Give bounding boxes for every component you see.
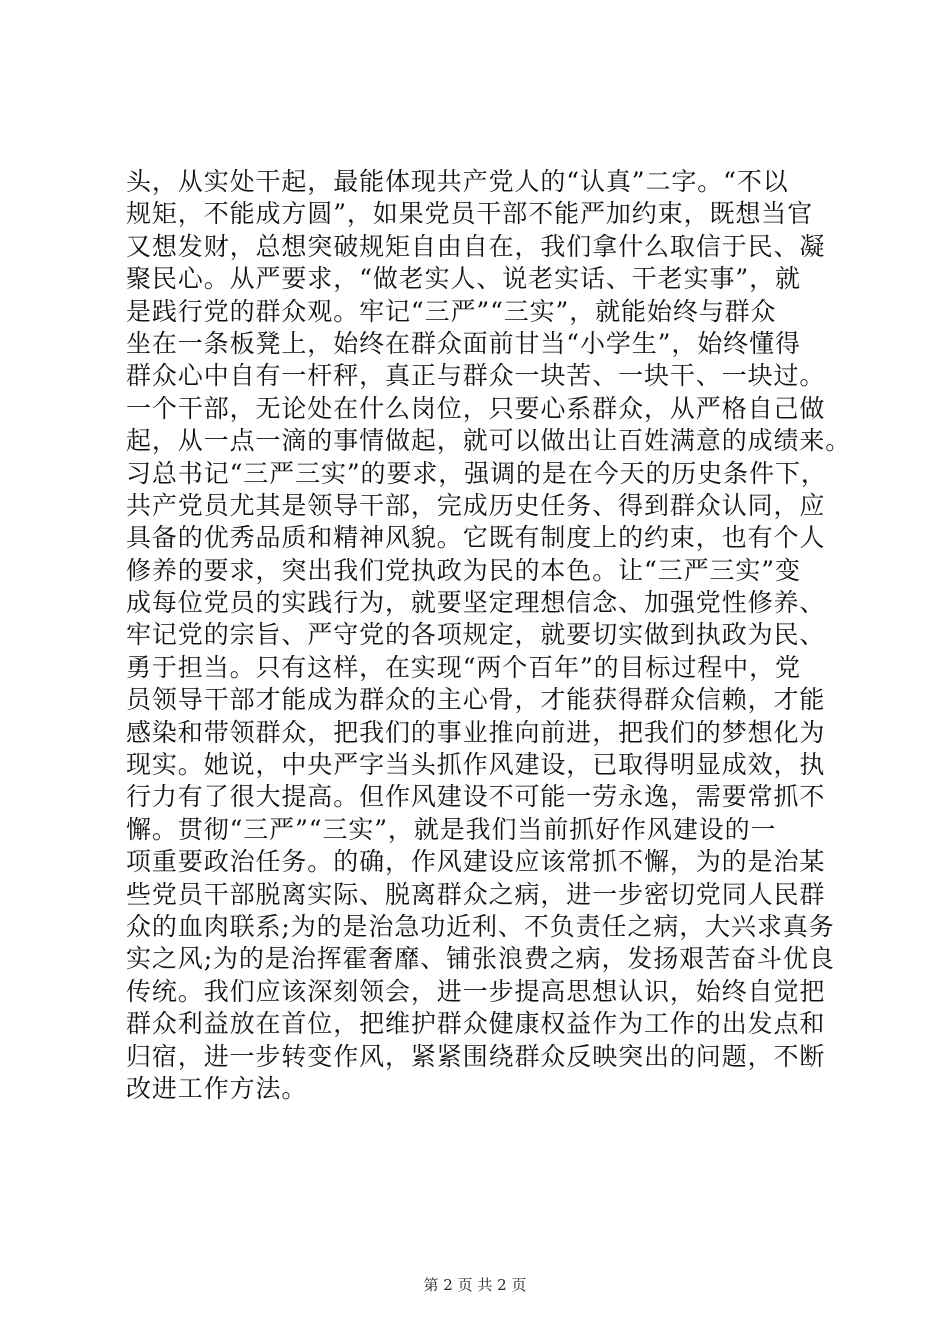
text-line: 实之风;为的是治挥霍奢靡、铺张浪费之病，发扬艰苦奋斗优良 <box>126 944 835 974</box>
text-line: 一个干部，无论处在什么岗位，只要心系群众，从严格自己做 <box>126 393 826 423</box>
text-line: 又想发财，总想突破规矩自由自在，我们拿什么取信于民、凝 <box>126 231 826 261</box>
text-line: 懈。贯彻“三严”“三实”，就是我们当前抓好作风建设的一 <box>126 814 777 844</box>
text-line: 修养的要求，突出我们党执政为民的本色。让“三严三实”变 <box>126 555 801 585</box>
body-paragraph <box>126 166 852 1105</box>
text-line: 具备的优秀品质和精神风貌。它既有制度上的约束，也有个人 <box>126 523 826 553</box>
text-line: 现实。她说，中央严字当头抓作风建设，已取得明显成效，执 <box>126 750 826 780</box>
text-line: 聚民心。从严要求，“做老实人、说老实话、干老实事”，就 <box>126 264 801 294</box>
text-line: 行力有了很大提高。但作风建设不可能一劳永逸，需要常抓不 <box>126 782 826 812</box>
text-line: 共产党员尤其是领导干部，完成历史任务、得到群众认同，应 <box>126 490 826 520</box>
text-line: 成每位党员的实践行为，就要坚定理想信念、加强党性修养、 <box>126 588 826 618</box>
text-line: 改进工作方法。 <box>126 1073 308 1103</box>
text-line: 众的血肉联系;为的是治急功近利、不负责任之病，大兴求真务 <box>126 911 835 941</box>
text-line: 坐在一条板凳上，始终在群众面前甘当“小学生”，始终懂得 <box>126 328 801 358</box>
text-line: 勇于担当。只有这样，在实现“两个百年”的目标过程中，党 <box>126 652 801 682</box>
text-line: 传统。我们应该深刻领会，进一步提高思想认识，始终自觉把 <box>126 976 826 1006</box>
text-line: 起，从一点一滴的事情做起，就可以做出让百姓满意的成绩来。 <box>126 426 852 456</box>
page-number-footer: 第 2 页 共 2 页 <box>423 1276 527 1294</box>
text-line: 习总书记“三严三实”的要求，强调的是在今天的历史条件下， <box>126 458 827 488</box>
text-line: 员领导干部才能成为群众的主心骨，才能获得群众信赖，才能 <box>126 685 826 715</box>
text-line: 归宿，进一步转变作风，紧紧围绕群众反映突出的问题，不断 <box>126 1041 826 1071</box>
text-line: 项重要政治任务。的确，作风建设应该常抓不懈，为的是治某 <box>126 847 826 877</box>
text-line: 感染和带领群众，把我们的事业推向前进，把我们的梦想化为 <box>126 717 826 747</box>
text-line: 群众利益放在首位，把维护群众健康权益作为工作的出发点和 <box>126 1009 826 1039</box>
text-line: 头，从实处干起，最能体现共产党人的“认真”二字。“不以 <box>126 167 789 196</box>
text-line: 群众心中自有一杆秤，真正与群众一块苦、一块干、一块过。 <box>126 361 826 391</box>
text-line: 牢记党的宗旨、严守党的各项规定，就要切实做到执政为民、 <box>126 620 826 650</box>
text-line: 是践行党的群众观。牢记“三严”“三实”，就能始终与群众 <box>126 296 777 326</box>
text-line: 规矩，不能成方圆”，如果党员干部不能严加约束，既想当官 <box>126 199 814 229</box>
text-line: 些党员干部脱离实际、脱离群众之病，进一步密切党同人民群 <box>126 879 826 909</box>
